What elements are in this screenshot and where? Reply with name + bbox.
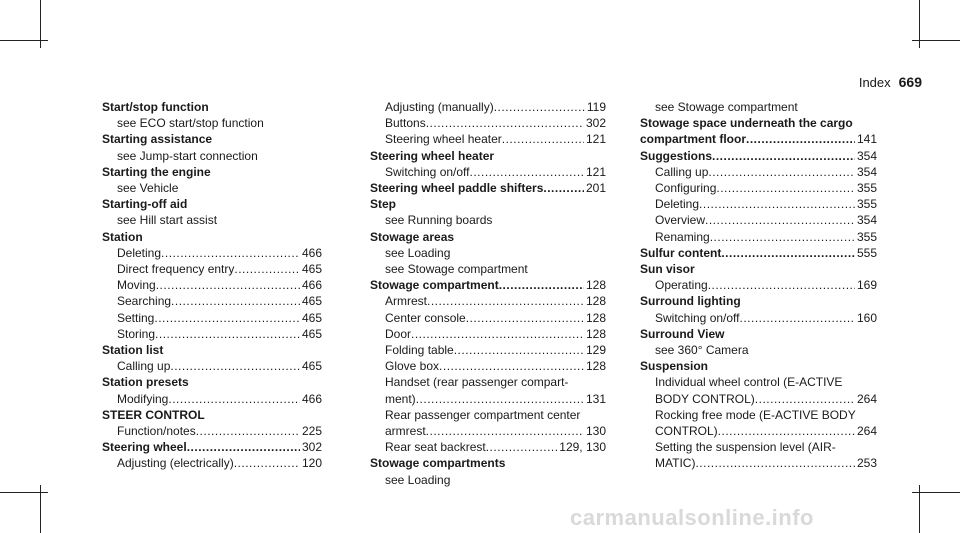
dot-leader <box>168 391 300 407</box>
entry-text: Glove box <box>385 359 440 374</box>
entry-text: see Running boards <box>385 213 493 228</box>
index-column-1 <box>102 99 322 472</box>
index-subentry <box>370 164 606 180</box>
entry-text: see Loading <box>385 472 451 487</box>
index-subentry <box>640 342 877 358</box>
entry-text: Station <box>102 229 143 244</box>
page-reference-link[interactable]: 555 <box>856 245 877 260</box>
index-subentry <box>370 99 606 115</box>
index-heading <box>102 342 322 358</box>
index-subentry <box>370 439 606 455</box>
index-heading <box>640 245 877 261</box>
entry-text: Operating <box>655 278 708 293</box>
entry-text: Steering wheel <box>102 440 187 455</box>
entry-text: see Vehicle <box>117 181 179 196</box>
page-reference-link[interactable]: 160 <box>856 310 877 325</box>
entry-text: Setting the suspension level (AIR- <box>655 440 836 455</box>
index-heading <box>102 196 322 212</box>
dot-leader <box>426 423 584 439</box>
entry-text: see ECO start/stop function <box>117 116 264 131</box>
entry-text: Moving <box>117 278 156 293</box>
index-subentry <box>370 342 606 358</box>
index-heading <box>102 374 322 390</box>
index-subentry <box>640 180 877 196</box>
dot-leader <box>502 131 584 147</box>
entry-text: see Loading <box>385 245 451 260</box>
entry-text: Stowage compartment <box>370 278 499 293</box>
page-reference-link[interactable]: 129 <box>585 343 606 358</box>
index-subentry <box>370 358 606 374</box>
index-column-2 <box>370 99 606 488</box>
index-heading <box>102 407 322 423</box>
page-reference-link[interactable]: 354 <box>856 213 877 228</box>
index-subentry <box>370 115 606 131</box>
index-heading <box>370 180 606 196</box>
index-subentry <box>102 391 322 407</box>
index-heading <box>370 277 606 293</box>
page-reference-link[interactable]: 355 <box>856 197 877 212</box>
entry-text: see Stowage compartment <box>385 262 528 277</box>
dot-leader <box>543 180 584 196</box>
dot-leader <box>154 310 300 326</box>
dot-leader <box>234 455 300 471</box>
index-heading <box>102 229 322 245</box>
index-subentry <box>102 212 322 228</box>
index-subentry <box>640 439 877 455</box>
page-header <box>859 74 922 90</box>
index-column-3 <box>640 99 877 472</box>
entry-text: Stowage compartments <box>370 456 506 471</box>
page-reference-link[interactable]: 128 <box>585 278 606 293</box>
entry-text: Adjusting (electrically) <box>117 456 234 471</box>
entry-text: Switching on/off <box>385 164 470 179</box>
page-reference-link[interactable]: 466 <box>301 391 322 406</box>
dot-leader <box>234 261 300 277</box>
index-subentry <box>370 472 606 488</box>
entry-text: Sun visor <box>640 262 695 277</box>
index-heading <box>102 131 322 147</box>
page-reference-link[interactable]: 465 <box>301 262 322 277</box>
page-reference-link[interactable]: 128 <box>585 326 606 341</box>
index-heading <box>640 115 877 131</box>
page-reference-link[interactable]: 129, 130 <box>559 440 606 455</box>
page-reference-link[interactable]: 264 <box>856 424 877 439</box>
dot-leader <box>755 391 855 407</box>
entry-text: Surround lighting <box>640 294 741 309</box>
index-subentry <box>640 423 877 439</box>
entry-text: Deleting <box>117 245 162 260</box>
index-subentry <box>640 407 877 423</box>
index-subentry <box>640 310 877 326</box>
entry-text: Rear passenger compartment center <box>385 407 581 422</box>
entry-text: Calling up <box>655 164 709 179</box>
page-reference-link[interactable]: 355 <box>856 229 877 244</box>
index-subentry <box>370 391 606 407</box>
index-subentry <box>640 455 877 471</box>
page-reference-link[interactable]: 466 <box>301 278 322 293</box>
index-subentry <box>640 196 877 212</box>
index-subentry <box>640 212 877 228</box>
entry-text: Setting <box>117 310 155 325</box>
index-subentry <box>640 391 877 407</box>
page-reference-link[interactable]: 120 <box>301 456 322 471</box>
entry-text: Overview <box>655 213 706 228</box>
entry-text: CONTROL) <box>655 424 718 439</box>
index-subentry <box>370 131 606 147</box>
dot-leader <box>470 164 584 180</box>
index-subentry <box>102 310 322 326</box>
dot-leader <box>426 115 584 131</box>
entry-text: see Stowage compartment <box>655 100 798 114</box>
page-reference-link[interactable]: 141 <box>856 132 877 147</box>
index-heading <box>640 293 877 309</box>
entry-text: armrest <box>385 424 426 439</box>
entry-text: see Hill start assist <box>117 213 218 228</box>
page-reference-link[interactable]: 119 <box>586 100 606 114</box>
index-heading <box>370 148 606 164</box>
entry-text: MATIC) <box>655 456 696 471</box>
entry-text: see 360° Camera <box>655 343 749 358</box>
index-heading <box>640 358 877 374</box>
page-number: 669 <box>898 74 922 90</box>
index-subentry <box>370 293 606 309</box>
entry-text: ment) <box>385 391 416 406</box>
entry-text: Center console <box>385 310 466 325</box>
dot-leader <box>740 310 855 326</box>
entry-text: Deleting <box>655 197 700 212</box>
index-subentry <box>102 261 322 277</box>
page-reference-link[interactable]: 465 <box>301 359 322 374</box>
page-reference-link[interactable]: 302 <box>301 440 322 455</box>
index-subentry <box>102 245 322 261</box>
index-heading <box>370 229 606 245</box>
index-heading <box>640 148 877 164</box>
dot-leader <box>695 455 855 471</box>
entry-text: Buttons <box>385 116 426 131</box>
entry-text: Armrest <box>385 294 427 309</box>
page-reference-link[interactable]: 354 <box>856 164 877 179</box>
page-reference-link[interactable]: 128 <box>585 359 606 374</box>
entry-text: see Jump-start connection <box>117 148 258 163</box>
entry-text: Steering wheel paddle shifters <box>370 181 544 196</box>
index-heading <box>102 439 322 455</box>
entry-text: Renaming <box>655 229 710 244</box>
dot-leader <box>699 196 855 212</box>
entry-text: Station list <box>102 343 164 358</box>
page-reference-link[interactable]: 121 <box>585 132 606 147</box>
index-subentry <box>370 212 606 228</box>
page-reference-link[interactable]: 253 <box>856 456 877 471</box>
page-reference-link[interactable]: 169 <box>856 278 877 293</box>
section-title: Index <box>858 75 891 90</box>
dot-leader <box>171 293 300 309</box>
dot-leader <box>187 439 300 455</box>
watermark: carmanualsonline.info <box>570 505 814 530</box>
entry-text: Storing <box>117 326 156 341</box>
index-subentry <box>640 99 877 115</box>
index-subentry <box>102 455 322 471</box>
index-subentry <box>370 245 606 261</box>
dot-leader <box>466 310 584 326</box>
entry-text: Rocking free mode (E-ACTIVE BODY <box>655 407 856 422</box>
dot-leader <box>721 245 855 261</box>
dot-leader <box>486 439 558 455</box>
index-subentry <box>370 423 606 439</box>
page-reference-link[interactable]: 355 <box>856 181 877 196</box>
index-subentry <box>370 326 606 342</box>
index-heading <box>640 131 877 147</box>
dot-leader <box>155 326 300 342</box>
page-reference-link[interactable]: 130 <box>585 424 606 439</box>
entry-text: Rear seat backrest <box>385 440 486 455</box>
entry-text: Calling up <box>117 359 171 374</box>
entry-text: compartment floor <box>640 132 747 147</box>
dot-leader <box>196 423 300 439</box>
index-subentry <box>370 261 606 277</box>
index-subentry <box>640 277 877 293</box>
index-subentry <box>102 293 322 309</box>
entry-text: Modifying <box>117 391 169 406</box>
index-heading <box>640 261 877 277</box>
entry-text: Adjusting (manually) <box>385 100 494 114</box>
dot-leader <box>708 277 855 293</box>
index-heading <box>640 326 877 342</box>
entry-text: Function/notes <box>117 424 196 439</box>
page-reference-link[interactable]: 466 <box>301 245 322 260</box>
index-heading <box>370 455 606 471</box>
index-heading <box>370 196 606 212</box>
dot-leader <box>156 277 300 293</box>
entry-text: Folding table <box>385 343 454 358</box>
index-subentry <box>370 310 606 326</box>
entry-text: Stowage space underneath the cargo <box>640 116 853 131</box>
index-subentry <box>102 115 322 131</box>
index-subentry <box>370 374 606 390</box>
index-heading <box>102 164 322 180</box>
page-reference-link[interactable]: 465 <box>301 310 322 325</box>
entry-text: Station presets <box>102 375 189 390</box>
index-subentry <box>102 423 322 439</box>
entry-text: Steering wheel heater <box>385 132 502 147</box>
entry-text: Direct frequency entry <box>117 262 235 277</box>
dot-leader <box>710 229 855 245</box>
entry-text: Handset (rear passenger compart- <box>385 375 569 390</box>
index-subentry <box>102 358 322 374</box>
page-reference-link[interactable]: 131 <box>585 391 606 406</box>
index-subentry <box>370 407 606 423</box>
entry-text: Starting the engine <box>102 164 211 179</box>
dot-leader <box>708 164 855 180</box>
dot-leader <box>411 326 584 342</box>
entry-text: Sulfur content <box>640 245 722 260</box>
index-heading <box>102 99 322 115</box>
page-reference-link[interactable]: 201 <box>585 181 606 196</box>
entry-text: BODY CONTROL) <box>655 391 755 406</box>
dot-leader <box>494 99 585 115</box>
entry-text: Surround View <box>640 326 725 341</box>
entry-text: Door <box>385 326 412 341</box>
entry-text: Individual wheel control (E-ACTIVE <box>655 375 843 390</box>
index-subentry <box>102 148 322 164</box>
entry-text: Suspension <box>640 359 709 374</box>
page-reference-link[interactable]: 225 <box>301 424 322 439</box>
dot-leader <box>454 342 584 358</box>
page-reference-link[interactable]: 302 <box>585 116 606 131</box>
entry-text: Configuring <box>655 181 717 196</box>
index-subentry <box>102 326 322 342</box>
dot-leader <box>712 148 855 164</box>
entry-text: Step <box>370 197 397 212</box>
entry-text: STEER CONTROL <box>102 407 205 422</box>
index-subentry <box>640 374 877 390</box>
dot-leader <box>439 358 584 374</box>
page-reference-link[interactable]: 128 <box>585 294 606 309</box>
dot-leader <box>161 245 300 261</box>
entry-text: Searching <box>117 294 172 309</box>
entry-text: Starting-off aid <box>102 197 188 212</box>
index-subentry <box>102 277 322 293</box>
dot-leader <box>427 293 584 309</box>
page-reference-link[interactable]: 121 <box>585 164 606 179</box>
page-reference-link[interactable]: 465 <box>301 326 322 341</box>
index-subentry <box>102 180 322 196</box>
dot-leader <box>718 423 855 439</box>
page-reference-link[interactable]: 128 <box>585 310 606 325</box>
page-reference-link[interactable]: 354 <box>856 148 877 163</box>
index-subentry <box>640 164 877 180</box>
dot-leader <box>499 277 584 293</box>
dot-leader <box>716 180 855 196</box>
entry-text: Steering wheel heater <box>370 148 495 163</box>
entry-text: Stowage areas <box>370 229 455 244</box>
entry-text: Suggestions <box>640 148 713 163</box>
dot-leader <box>705 212 855 228</box>
dot-leader <box>746 131 855 147</box>
dot-leader <box>170 358 300 374</box>
entry-text: Start/stop function <box>102 100 209 114</box>
entry-text: Starting assistance <box>102 132 213 147</box>
page-reference-link[interactable]: 264 <box>856 391 877 406</box>
page-reference-link[interactable]: 465 <box>301 294 322 309</box>
dot-leader <box>416 391 584 407</box>
index-subentry <box>640 229 877 245</box>
entry-text: Switching on/off <box>655 310 740 325</box>
